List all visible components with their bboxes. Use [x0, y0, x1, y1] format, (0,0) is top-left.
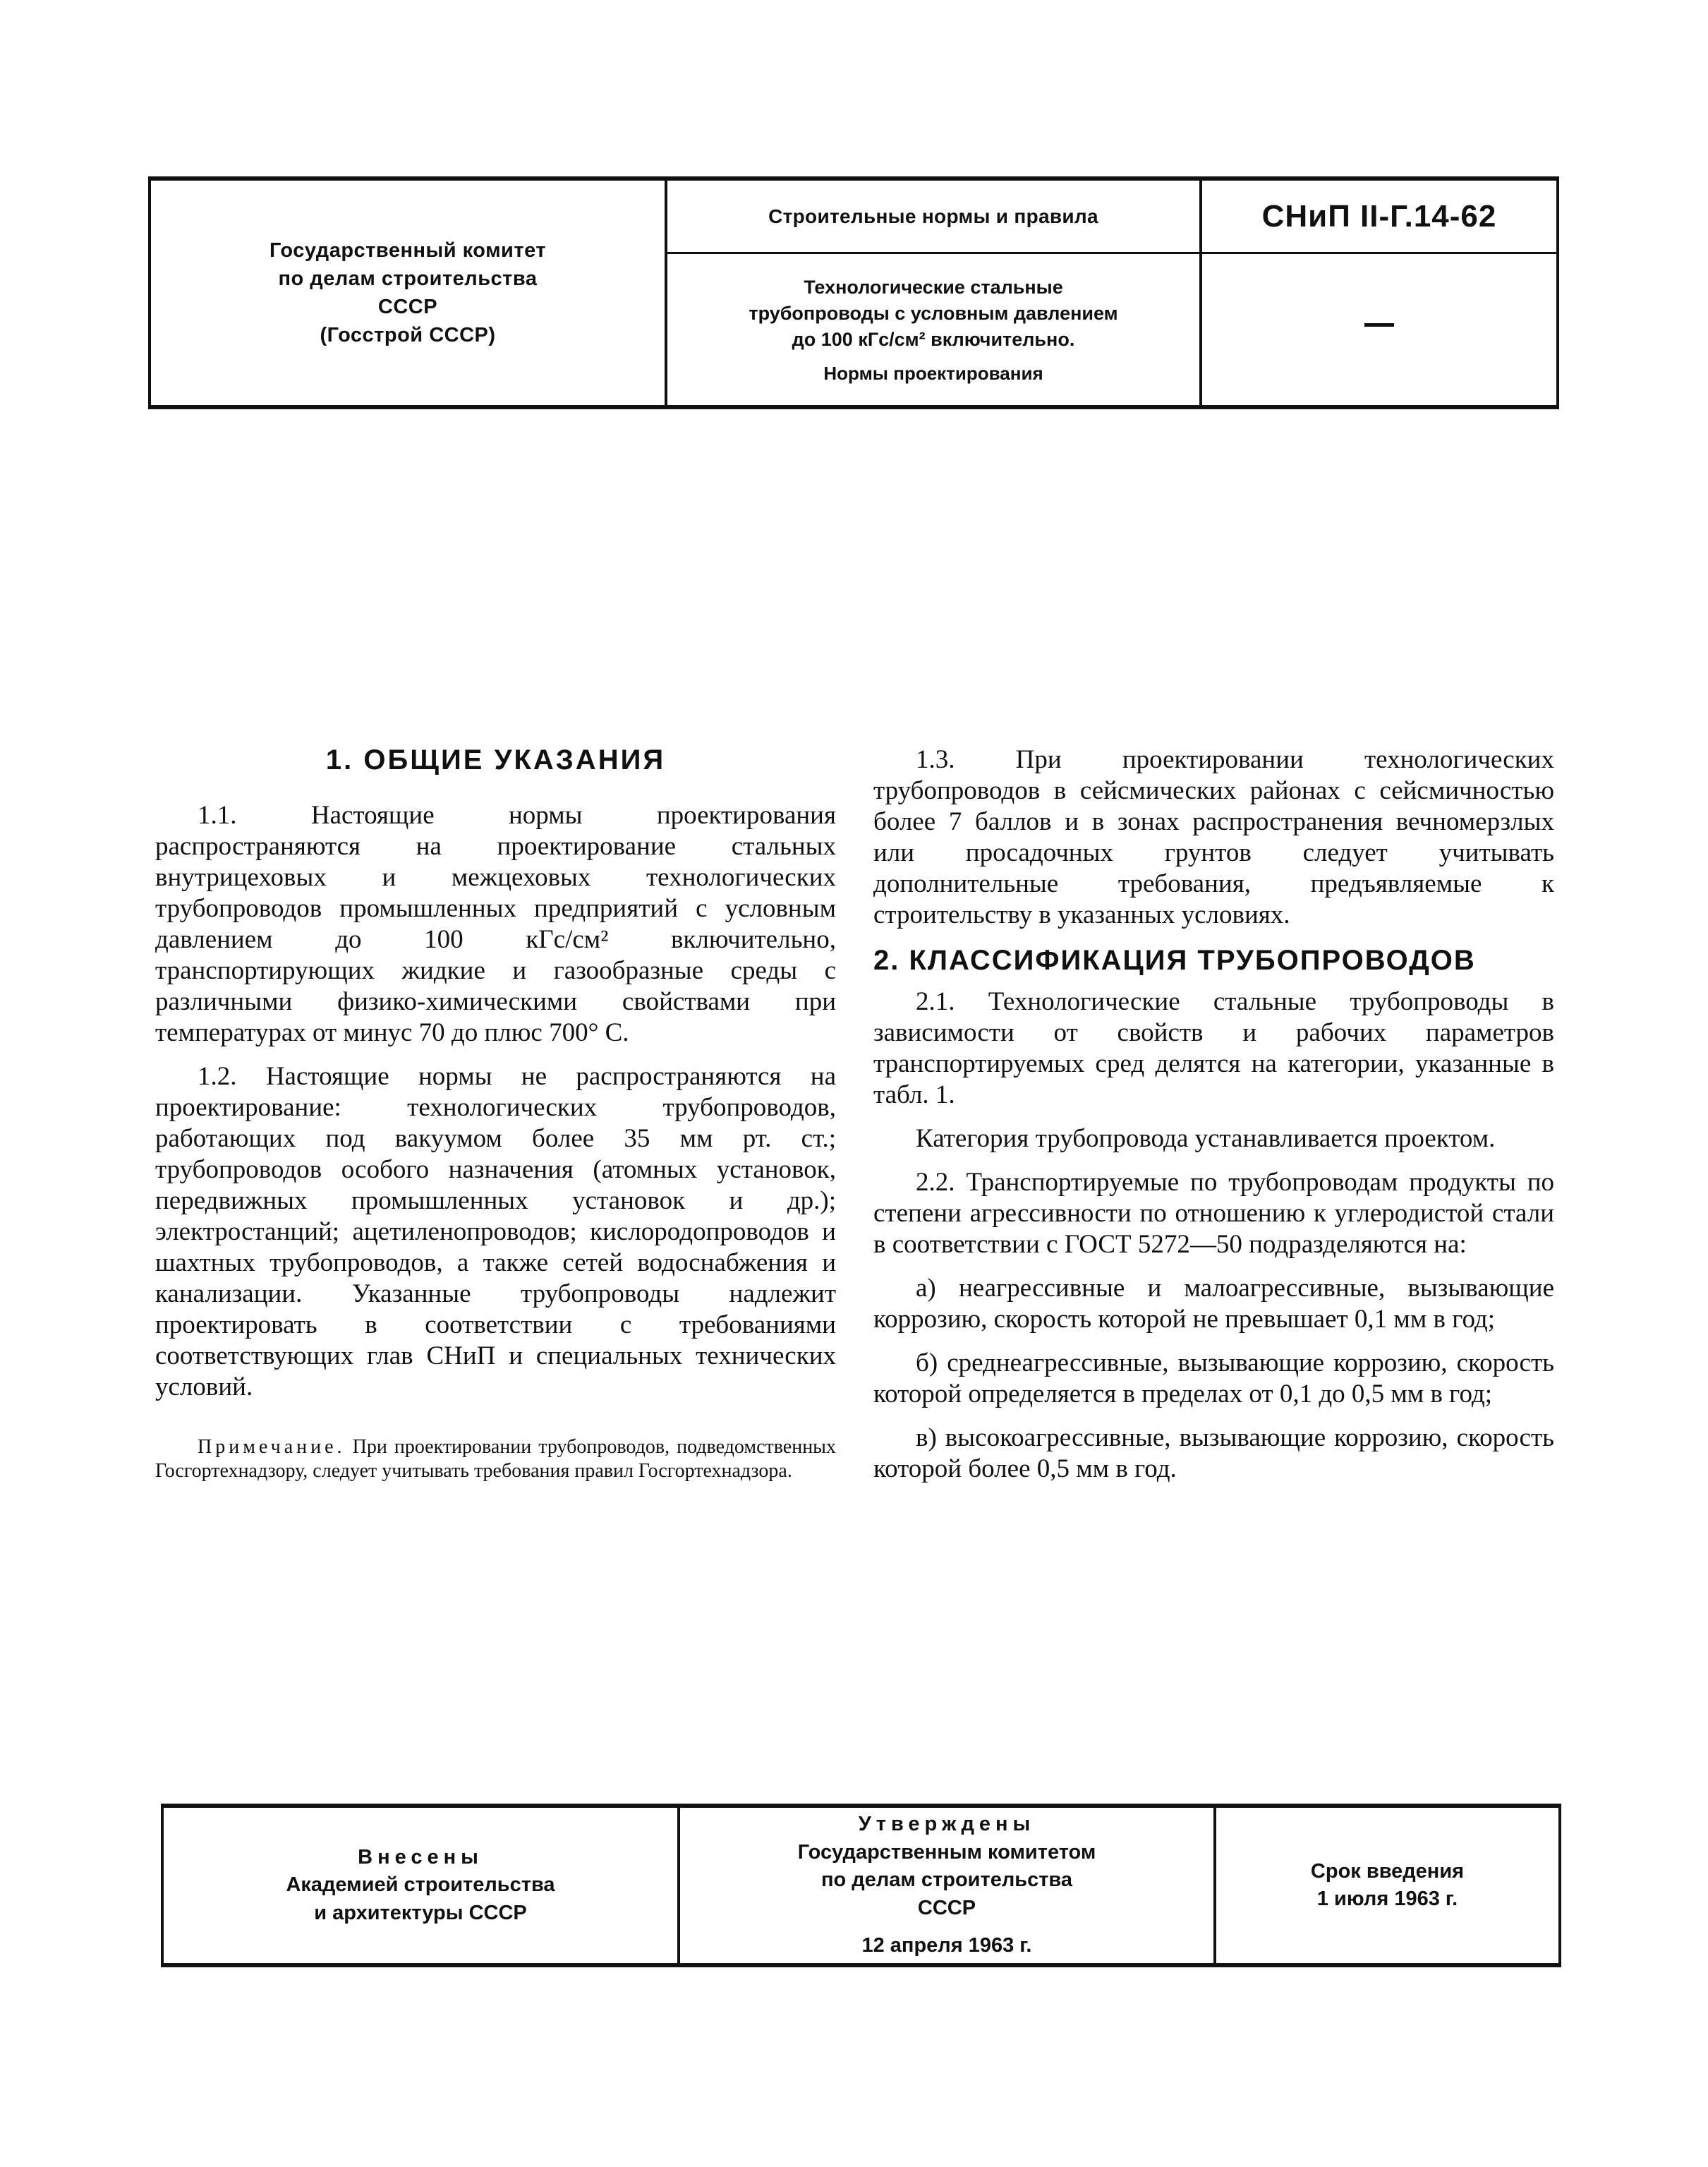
approved-line: по делам строительства — [821, 1869, 1072, 1892]
org-line: по делам строительства — [278, 267, 538, 290]
list-item-a: а) неагрессивные и малоагрессивные, вызывающие коррозию, скорость которой не превышает 0,1 мм в год; — [873, 1274, 1554, 1334]
submitted-line: Академией строительства — [286, 1873, 555, 1897]
series-name: Строительные нормы и правила — [768, 205, 1098, 227]
org-line: СССР — [377, 296, 438, 318]
org-line: (Госстрой СССР) — [320, 324, 496, 347]
paragraph-1-1: 1.1. Настоящие нормы проектирования распространяются на проектирование стальных внутрицеховых и межцеховых технологических трубопроводов промышленных предприятий с условным давлением до 100 кГс/см² включительно, транспортирующих жидкие и газообразные среды с различными физико-химическими свойствами при температурах от минус 70 до плюс 700° С. — [155, 801, 836, 1047]
approved-line: Государственным комитетом — [797, 1840, 1096, 1864]
paragraph-1-3: 1.3. При проектировании технологических трубопроводов в сейсмических районах с сейсмичностью более 7 баллов и в зонах распространения вечномерзлых или просадочных грунтов следует учитывать дополнительные требования, предъявляемые к строительству в указанных условиях. — [873, 745, 1554, 929]
approved-label: Утверждены — [858, 1813, 1036, 1836]
issuing-organization — [151, 181, 667, 405]
footer-table — [161, 1804, 1561, 1967]
paragraph-1-2: 1.2. Настоящие нормы не распространяются на проектирование: технологических трубопроводов, работающих под вакуумом более 35 мм рт. ст.; трубопроводов особого назначения (атомных установок, передвижных промышленных установок и др.); электростанций; ацетиленопроводов; кислородопроводов и шахтных трубопроводов, а также сетей водоснабжения и канализации. Указанные трубопроводы надлежит проектировать в соответствии с требованиями соответствующих глав СНиП и специальных технических условий. — [155, 1062, 836, 1401]
header-table — [148, 176, 1559, 409]
right-column — [873, 744, 1554, 1497]
approved-line: СССР — [917, 1896, 976, 1919]
document-subtitle: Нормы проектирования — [823, 362, 1043, 384]
submitted-by-cell — [164, 1808, 680, 1963]
effective-date: 1 июля 1963 г. — [1316, 1888, 1458, 1910]
effective-label: Срок введения — [1310, 1859, 1465, 1883]
title-line: Технологические стальные — [804, 277, 1063, 298]
document-code-cell — [1202, 181, 1556, 405]
title-line: трубопроводы с условным давлением — [749, 303, 1118, 325]
left-column — [155, 744, 836, 1483]
document-code: СНиП II-Г.14-62 — [1261, 198, 1497, 234]
list-item-b: б) среднеагрессивные, вызывающие коррозию, скорость которой определяется в пределах от 0,1 до 0,5 мм в год; — [873, 1348, 1554, 1408]
section-1-heading: 1. ОБЩИЕ УКАЗАНИЯ — [325, 744, 666, 775]
section-2-heading: 2. КЛАССИФИКАЦИЯ ТРУБОПРОВОДОВ — [873, 945, 1476, 976]
paragraph-2-1-category: Категория трубопровода устанавливается проектом. — [916, 1124, 1496, 1153]
replaces-dash — [1364, 323, 1394, 327]
paragraph-2-1: 2.1. Технологические стальные трубопроводы в зависимости от свойств и рабочих параметров транспортируемых сред делятся на категории, указанные в табл. 1. — [873, 987, 1554, 1109]
title-line: до 100 кГс/см² включительно. — [792, 328, 1075, 350]
submitted-label: Внесены — [358, 1845, 483, 1869]
note-label: Примечание. — [198, 1436, 346, 1458]
note-text: При проектировании трубопроводов, подведомственных Госгортехнадзору, следует учитывать требования правил Госгортехнадзора. — [155, 1436, 836, 1482]
document-title-cell — [667, 181, 1202, 405]
approved-date: 12 апреля 1963 г. — [861, 1934, 1032, 1957]
approved-by-cell — [680, 1808, 1216, 1963]
org-line: Государственный комитет — [269, 239, 547, 262]
effective-date-cell — [1216, 1808, 1558, 1963]
paragraph-2-2: 2.2. Транспортируемые по трубопроводам продукты по степени агрессивности по отношению к углеродистой стали в соответствии с ГОСТ 5272—50 подразделяются на: — [873, 1168, 1554, 1259]
list-item-c: в) высокоагрессивные, вызывающие коррозию, скорость которой более 0,5 мм в год. — [873, 1423, 1554, 1483]
submitted-line: и архитектуры СССР — [314, 1901, 527, 1924]
note — [155, 1435, 836, 1483]
